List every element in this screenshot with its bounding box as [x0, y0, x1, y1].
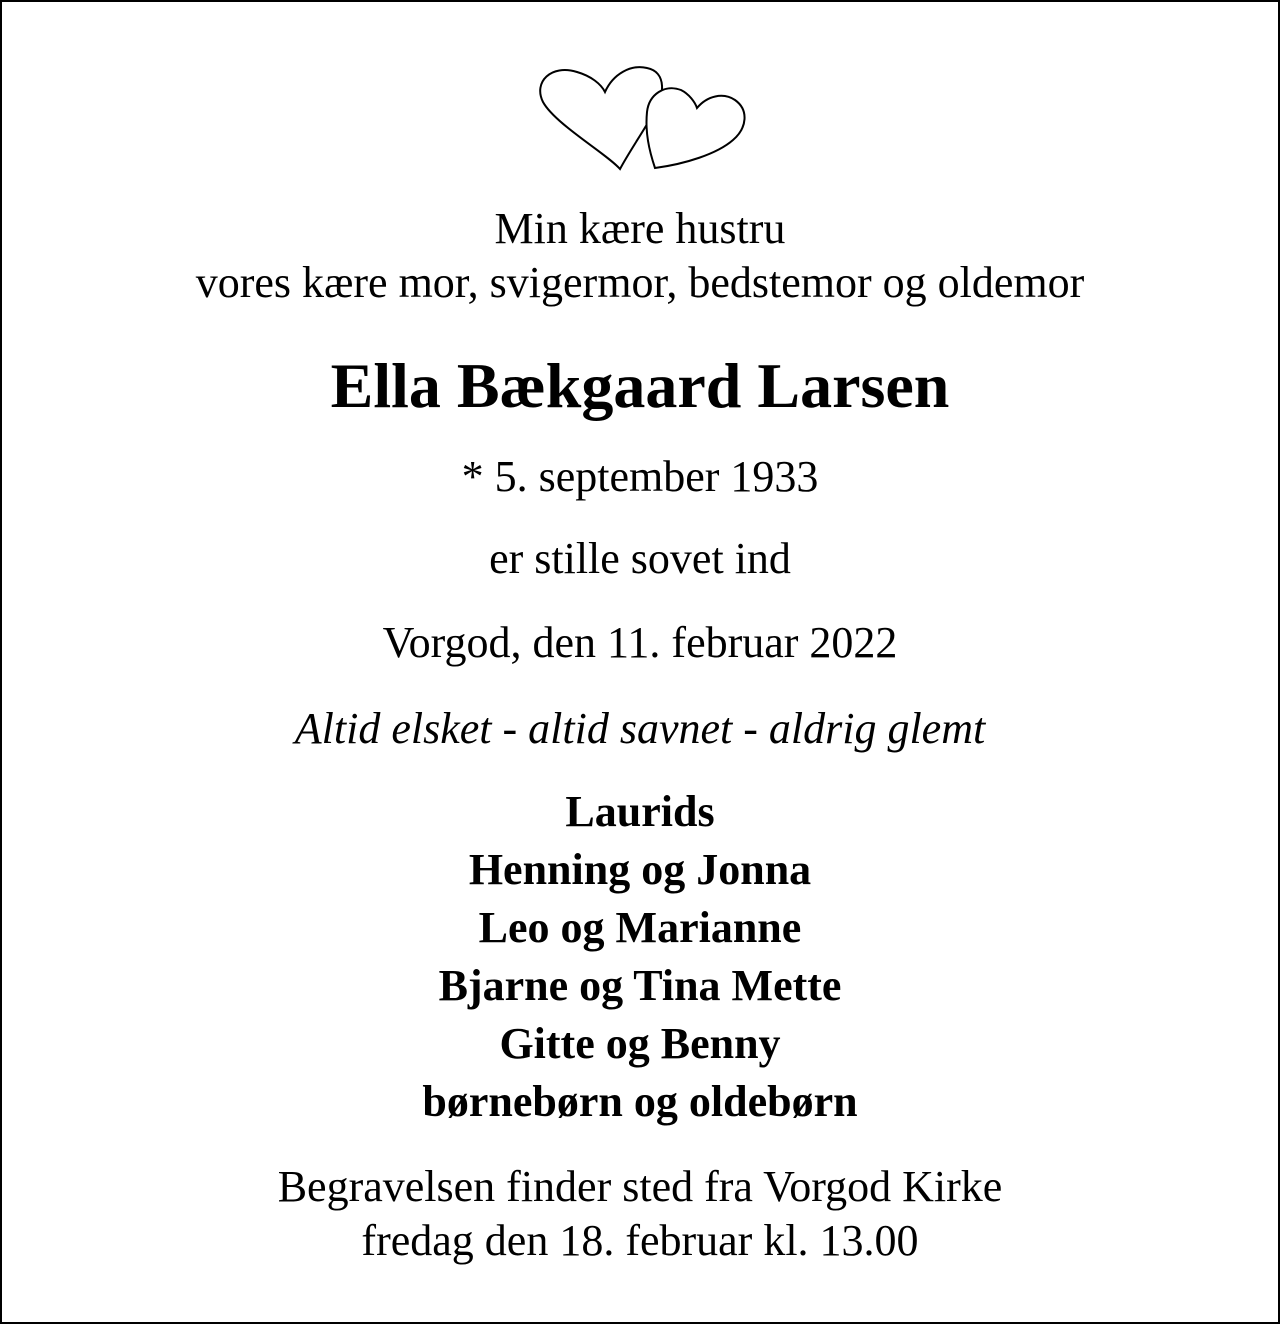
intro-text	[2, 202, 1278, 310]
place-and-date: Vorgod, den 11. februar 2022	[382, 618, 898, 667]
family-member: Bjarne og Tina Mette	[438, 961, 842, 1010]
family-member: børnebørn og oldebørn	[422, 1077, 858, 1126]
intro-line-2: vores kære mor, svigermor, bedstemor og oldemor	[195, 258, 1085, 307]
family-member: Henning og Jonna	[468, 845, 812, 894]
funeral-line-1: Begravelsen finder sted fra Vorgod Kirke	[277, 1162, 1003, 1211]
intro-line-1: Min kære hustru	[494, 204, 786, 253]
deceased-name: Ella Bækgaard Larsen	[330, 350, 950, 421]
family-member: Gitte og Benny	[499, 1019, 781, 1068]
passing-text: er stille sovet ind	[489, 534, 791, 583]
funeral-line-2: fredag den 18. februar kl. 13.00	[361, 1216, 919, 1265]
funeral-info	[2, 1160, 1278, 1268]
family-list	[2, 783, 1278, 1131]
family-member: Laurids	[565, 787, 715, 836]
two-hearts-icon	[537, 62, 749, 174]
memorial-motto: Altid elsket - altid savnet - aldrig glemt	[294, 704, 986, 753]
birth-date: * 5. september 1933	[461, 452, 819, 501]
family-member: Leo og Marianne	[478, 903, 802, 952]
